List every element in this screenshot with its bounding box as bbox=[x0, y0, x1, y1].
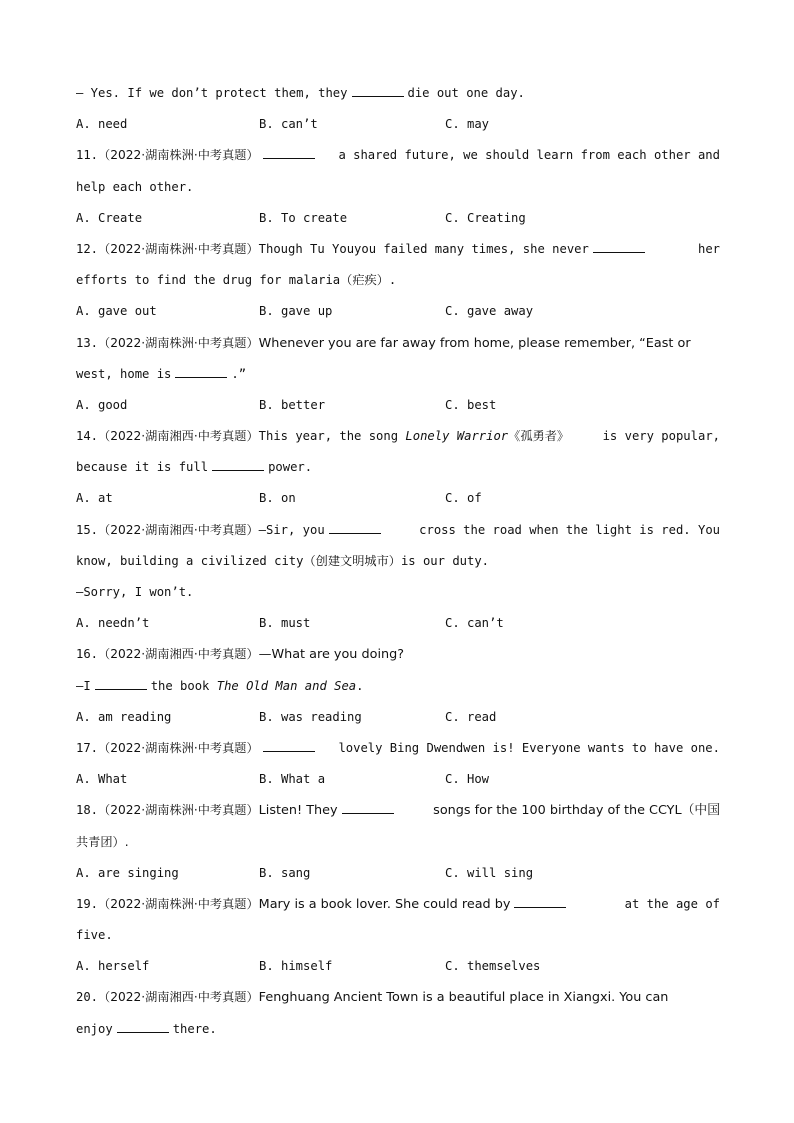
q16-book-title: The Old Man and Sea bbox=[216, 678, 357, 693]
answer-blank bbox=[342, 803, 394, 814]
q16-line2-start: —I bbox=[76, 678, 91, 693]
q18-stem-line bbox=[76, 795, 720, 826]
q17-option-b: B. What a bbox=[259, 772, 326, 787]
q15-stem-line-3: —Sorry, I won’t. bbox=[76, 585, 194, 599]
q10-dialog-line bbox=[76, 78, 720, 109]
q13-stem-line bbox=[76, 328, 720, 359]
q19-stem-line-2: five. bbox=[76, 928, 113, 943]
q16-line2-mid: the book bbox=[150, 678, 210, 693]
q18-stem-text: Listen! They bbox=[258, 803, 338, 819]
q18-options bbox=[76, 858, 720, 889]
q17-stem-line bbox=[76, 733, 720, 764]
q15-stem-text: —Sir, you bbox=[258, 522, 325, 537]
q14-line2-start: because it is full bbox=[76, 460, 209, 475]
q13-number: 13. bbox=[76, 335, 99, 350]
q19-option-b: B. himself bbox=[259, 959, 333, 974]
q11-option-a: A. Create bbox=[76, 210, 143, 225]
q12-stem-line bbox=[76, 234, 720, 265]
q17-number: 17. bbox=[76, 740, 99, 755]
q15-options bbox=[76, 608, 720, 639]
q12-number: 12. bbox=[76, 241, 99, 256]
q20-number: 20. bbox=[76, 990, 99, 1005]
q15-stem-line-2: know, building a civilized city（创建文明城市）is our duty. bbox=[76, 553, 490, 568]
q12-stem-tail: her bbox=[697, 241, 720, 256]
q12-option-b: B. gave up bbox=[259, 304, 333, 319]
q19-stem-text: Mary is a book lover. She could read by bbox=[258, 896, 511, 912]
q13-option-c: C. best bbox=[445, 397, 497, 412]
q13-line2-start: west, home is bbox=[76, 366, 172, 381]
question-sheet bbox=[76, 78, 720, 1045]
q16-stem-text: —What are you doing? bbox=[258, 647, 405, 663]
q18-source: （2022·湖南株洲·中考真题） bbox=[98, 803, 259, 818]
q17-option-c: C. How bbox=[445, 772, 490, 787]
q18-option-a: A. are singing bbox=[76, 865, 179, 880]
answer-blank bbox=[263, 741, 315, 752]
q13-stem-line-2 bbox=[76, 359, 720, 390]
q13-stem-text: Whenever you are far away from home, please remember, “East or bbox=[258, 335, 691, 351]
q16-source: （2022·湖南湘西·中考真题） bbox=[98, 647, 259, 662]
answer-blank bbox=[263, 148, 315, 159]
q15-option-c: C. can’t bbox=[445, 616, 504, 631]
q20-stem-line-2 bbox=[76, 1014, 720, 1045]
q11-number: 11. bbox=[76, 148, 99, 163]
q13-option-a: A. good bbox=[76, 397, 128, 412]
q17-stem-start bbox=[76, 733, 319, 764]
q16-line2-end: . bbox=[356, 678, 364, 693]
q20-stem-text: Fenghuang Ancient Town is a beautiful place in Xiangxi. You can bbox=[258, 990, 669, 1006]
answer-blank bbox=[95, 679, 147, 690]
q15-option-a: A. needn’t bbox=[76, 616, 150, 631]
q16-option-b: B. was reading bbox=[259, 709, 362, 724]
q11-source: （2022·湖南株洲·中考真题） bbox=[98, 148, 259, 163]
q11-options bbox=[76, 203, 720, 234]
q19-stem-line bbox=[76, 889, 720, 920]
answer-blank bbox=[352, 86, 404, 97]
q14-options bbox=[76, 483, 720, 514]
q10-option-c: C. may bbox=[445, 117, 490, 132]
q10-options bbox=[76, 109, 720, 140]
q14-stem-line bbox=[76, 421, 720, 452]
q14-line2-end: power. bbox=[268, 460, 313, 475]
q15-stem-tail: cross the road when the light is red. You bbox=[419, 522, 720, 537]
answer-blank bbox=[175, 367, 227, 378]
q15-option-b: B. must bbox=[259, 616, 311, 631]
q20-stem-line bbox=[76, 982, 720, 1013]
q17-source: （2022·湖南株洲·中考真题） bbox=[98, 740, 259, 755]
q19-options bbox=[76, 951, 720, 982]
q19-option-a: A. herself bbox=[76, 959, 150, 974]
q12-stem-start bbox=[76, 234, 649, 265]
q13-line2-end: .” bbox=[231, 366, 247, 381]
q11-stem-line-2: help each other. bbox=[76, 179, 194, 194]
q19-option-c: C. themselves bbox=[445, 959, 541, 974]
q12-source: （2022·湖南株洲·中考真题） bbox=[98, 241, 259, 256]
q11-stem-tail: a shared future, we should learn from each other and bbox=[338, 148, 720, 163]
q18-number: 18. bbox=[76, 803, 99, 818]
q19-number: 19. bbox=[76, 896, 99, 911]
q19-stem-tail: at the age of bbox=[624, 896, 720, 911]
q17-option-a: A. What bbox=[76, 772, 128, 787]
q16-option-a: A. am reading bbox=[76, 709, 172, 724]
q16-number: 16. bbox=[76, 647, 99, 662]
q14-stem-tail: is very popular, bbox=[602, 429, 720, 444]
answer-blank bbox=[329, 523, 381, 534]
q14-source: （2022·湖南湘西·中考真题） bbox=[98, 429, 259, 444]
q16-option-c: C. read bbox=[445, 709, 497, 724]
q14-stem-start bbox=[76, 421, 569, 452]
q14-song-title: Lonely Warrior bbox=[405, 429, 509, 444]
q15-source: （2022·湖南湘西·中考真题） bbox=[98, 522, 259, 537]
q11-stem-line bbox=[76, 140, 720, 171]
q17-options bbox=[76, 764, 720, 795]
answer-blank bbox=[514, 897, 566, 908]
answer-blank bbox=[212, 460, 264, 471]
answer-blank bbox=[593, 242, 645, 253]
q17-stem-tail: lovely Bing Dwendwen is! Everyone wants to have one. bbox=[338, 740, 720, 755]
q19-stem-start bbox=[76, 889, 570, 920]
q18-option-b: B. sang bbox=[259, 865, 311, 880]
q20-line2-start: enjoy bbox=[76, 1021, 113, 1036]
q16-stem-line-2 bbox=[76, 671, 720, 702]
q19-source: （2022·湖南株洲·中考真题） bbox=[98, 896, 259, 911]
q14-option-b: B. on bbox=[259, 491, 296, 506]
q14-option-c: C. of bbox=[445, 491, 482, 506]
q12-option-c: C. gave away bbox=[445, 304, 534, 319]
q14-number: 14. bbox=[76, 429, 99, 444]
q12-option-a: A. gave out bbox=[76, 304, 157, 319]
q13-option-b: B. better bbox=[259, 397, 326, 412]
q10-dialog-tail: die out one day. bbox=[407, 86, 525, 100]
q11-option-c: C. Creating bbox=[445, 210, 526, 225]
q12-options bbox=[76, 296, 720, 327]
q10-option-a: A. need bbox=[76, 117, 128, 132]
q12-stem-line-2: efforts to find the drug for malaria（疟疾）. bbox=[76, 273, 397, 288]
q11-stem-start bbox=[76, 140, 319, 171]
q20-source: （2022·湖南湘西·中考真题） bbox=[98, 990, 259, 1005]
q11-option-b: B. To create bbox=[259, 210, 348, 225]
answer-blank bbox=[117, 1022, 169, 1033]
q13-options bbox=[76, 390, 720, 421]
q15-number: 15. bbox=[76, 522, 99, 537]
q15-stem-line bbox=[76, 515, 720, 546]
q16-stem-line bbox=[76, 639, 720, 670]
q10-dialog-text: — Yes. If we don’t protect them, they bbox=[76, 86, 348, 100]
q14-stem-line-2 bbox=[76, 452, 720, 483]
q10-option-b: B. can’t bbox=[259, 117, 318, 132]
q20-line2-end: there. bbox=[172, 1021, 217, 1036]
q18-option-c: C. will sing bbox=[445, 865, 534, 880]
q14-option-a: A. at bbox=[76, 491, 113, 506]
q14-song-title-cn: 《孤勇者》 bbox=[508, 429, 570, 444]
q16-options bbox=[76, 702, 720, 733]
q13-source: （2022·湖南株洲·中考真题） bbox=[98, 335, 259, 350]
q18-stem-tail: songs for the 100 birthday of the CCYL（中国 bbox=[433, 803, 720, 819]
q18-stem-start bbox=[76, 795, 398, 826]
q14-stem-text: This year, the song bbox=[258, 429, 399, 444]
q18-stem-line-2: 共青团）. bbox=[76, 834, 129, 849]
q15-stem-start bbox=[76, 515, 385, 546]
q12-stem-text: Though Tu Youyou failed many times, she never bbox=[258, 241, 589, 256]
